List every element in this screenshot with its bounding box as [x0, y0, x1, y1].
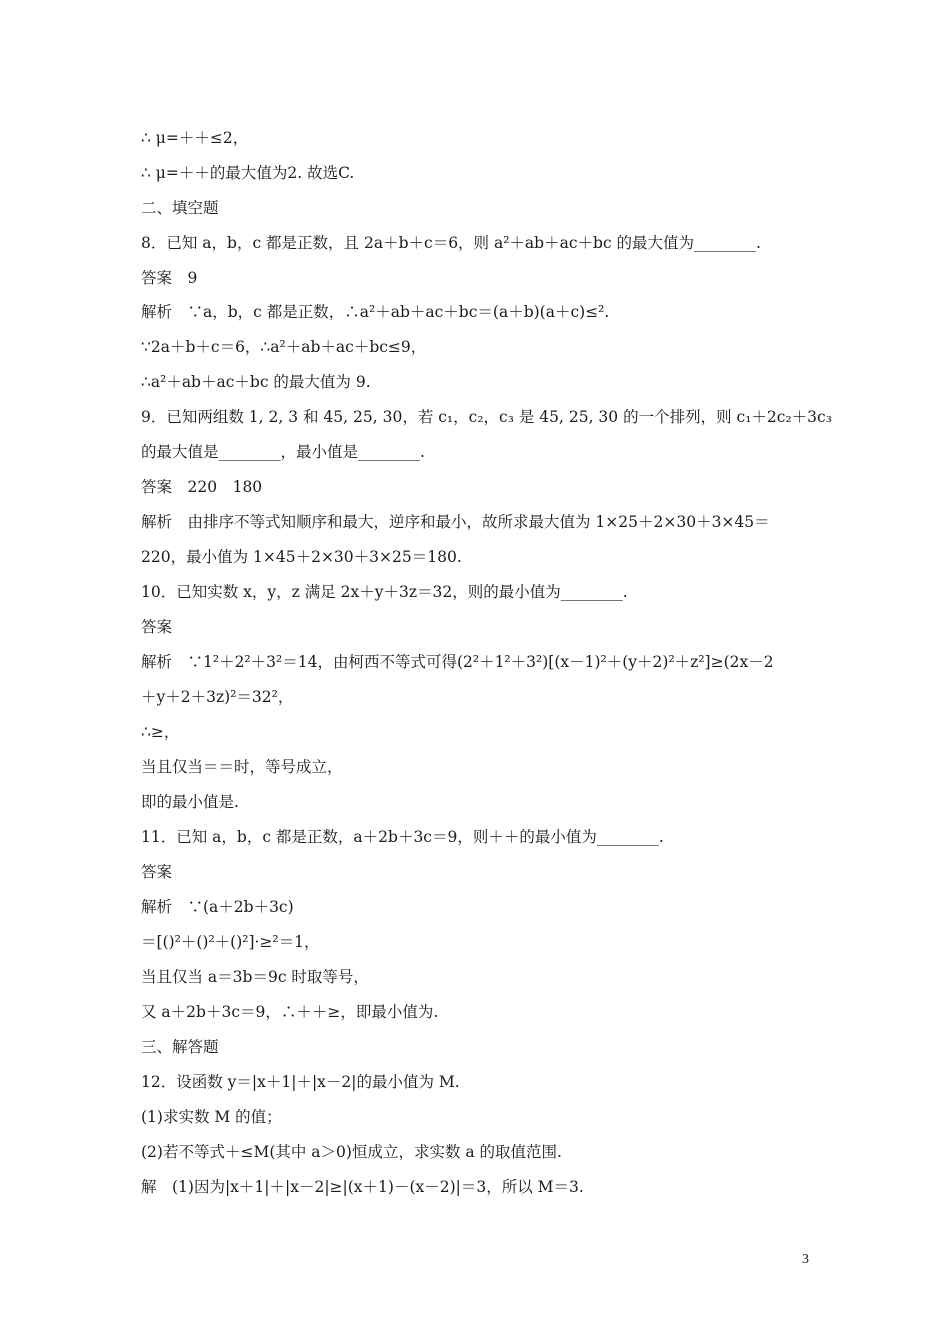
text-line: (2)若不等式＋≤M(其中 a＞0)恒成立，求实数 a 的取值范围. — [141, 1143, 562, 1161]
solution-12: 解 (1)因为|x＋1|＋|x－2|≥|(x＋1)－(x－2)|＝3，所以 M＝3. — [141, 1178, 584, 1196]
text-line: 即的最小值是. — [141, 793, 239, 811]
answer-9: 答案 220 180 — [141, 478, 263, 496]
text-line: (1)求实数 M 的值； — [141, 1108, 282, 1126]
question-10: 10．已知实数 x，y，z 满足 2x＋y＋3z＝32，则的最小值为________. — [141, 583, 628, 601]
question-12: 12．设函数 y＝|x＋1|＋|x－2|的最小值为 M. — [141, 1073, 460, 1091]
section-heading: 二、填空题 — [141, 199, 219, 217]
analysis-10: 解析 ∵1²＋2²＋3²＝14，由柯西不等式可得(2²＋1²＋3²)[(x－1)²＋(y＋2)²＋z²]≥(2x－2 — [141, 653, 774, 671]
text-line: 220，最小值为 1×45＋2×30＋3×25＝180. — [141, 548, 462, 566]
text-line: ∴a²＋ab＋ac＋bc 的最大值为 9. — [141, 373, 371, 391]
text-line: 当且仅当＝＝时，等号成立， — [141, 758, 343, 776]
question-11: 11．已知 a，b，c 都是正数，a＋2b＋3c＝9，则＋＋的最小值为________. — [141, 828, 664, 846]
page-number: 3 — [802, 1252, 809, 1267]
text-line: ∴≥， — [141, 723, 180, 741]
text-line: ∴ μ=＋＋≤2， — [141, 129, 249, 147]
section-heading: 三、解答题 — [141, 1038, 219, 1056]
analysis-8: 解析 ∵a，b，c 都是正数，∴a²＋ab＋ac＋bc＝(a＋b)(a＋c)≤². — [141, 303, 610, 321]
text-line: ＋y＋2＋3z)²＝32²， — [141, 688, 294, 706]
text-line: 的最大值是________，最小值是________. — [141, 443, 425, 461]
text-line: 当且仅当 a＝3b＝9c 时取等号， — [141, 968, 369, 986]
text-line: ＝[()²＋()²＋()²]·≥²＝1， — [141, 933, 320, 951]
question-9: 9．已知两组数 1, 2, 3 和 45, 25, 30，若 c₁，c₂，c₃ 是 45, 25, 30 的一个排列，则 c₁＋2c₂＋3c₃ — [141, 408, 832, 426]
answer-8: 答案 9 — [141, 269, 198, 287]
analysis-9: 解析 由排序不等式知顺序和最大，逆序和最小，故所求最大值为 1×25＋2×30＋3×45＝ — [141, 513, 770, 531]
text-line: ∵2a＋b＋c＝6，∴a²＋ab＋ac＋bc≤9， — [141, 338, 427, 356]
answer-10: 答案 — [141, 618, 173, 636]
text-line: 又 a＋2b＋3c＝9，∴＋＋≥，即最小值为. — [141, 1003, 439, 1021]
text-line: ∴ μ=＋＋的最大值为2. 故选C. — [141, 164, 355, 182]
question-8: 8．已知 a，b，c 都是正数，且 2a＋b＋c＝6，则 a²＋ab＋ac＋bc 的最大值为________. — [141, 234, 761, 252]
analysis-11: 解析 ∵(a＋2b＋3c) — [141, 898, 294, 916]
answer-11: 答案 — [141, 863, 173, 881]
